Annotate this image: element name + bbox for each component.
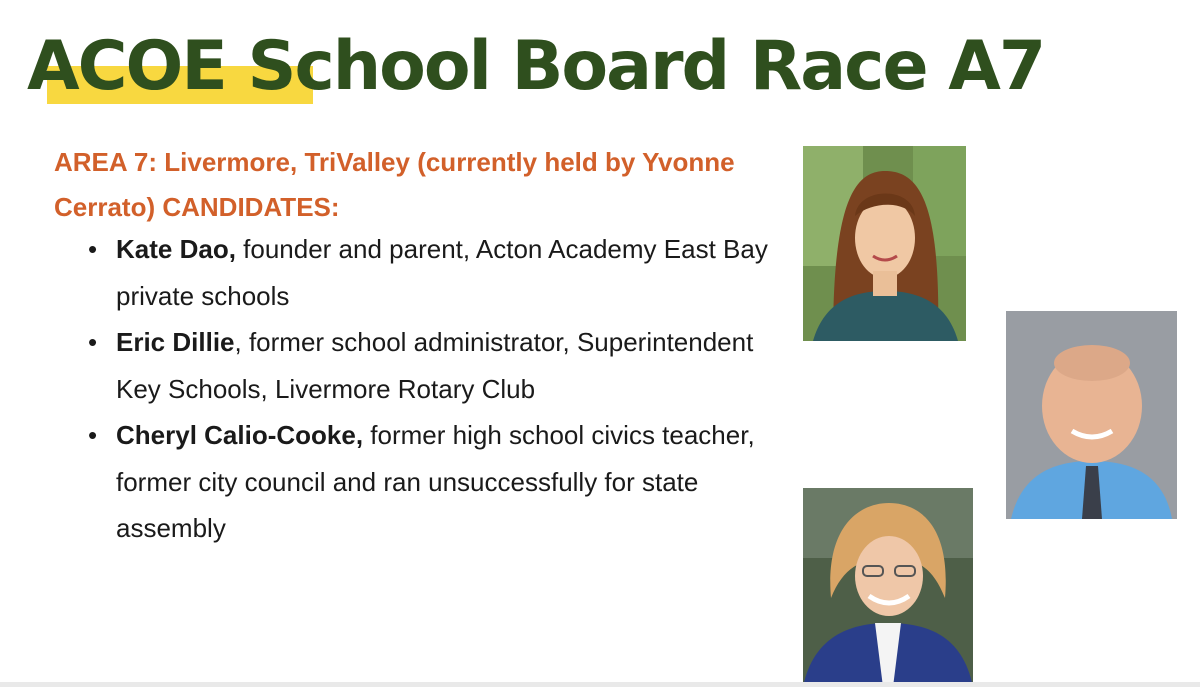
candidate-name: Cheryl Calio-Cooke, [116,420,364,450]
candidate-photo-kate-dao [803,146,966,341]
list-item [88,319,768,412]
bullet-icon: • [88,234,98,264]
slide-title: ACOE School Board Race A7 [27,27,1045,106]
candidate-name: Eric Dillie [116,327,235,357]
candidate-description: , former school administrator, Superintendent Key Schools, Livermore Rotary Club [116,327,754,404]
candidate-photo-eric-dillie [1006,311,1177,519]
bottom-bar [0,682,1200,687]
area-subtitle: AREA 7: Livermore, TriValley (currently held by Yvonne Cerrato) CANDIDATES: [54,147,735,222]
candidate-photo-cheryl-calio-cooke [803,488,973,687]
list-item [88,226,768,319]
candidate-name: Kate Dao, [116,234,236,264]
candidate-list [88,226,768,552]
list-item [88,412,768,552]
bullet-icon: • [88,327,98,357]
candidate-description: founder and parent, Acton Academy East Bay private schools [116,234,768,311]
bullet-icon: • [88,420,98,450]
candidate-description: former high school civics teacher, former city council and ran unsuccessfully for state assembly [116,420,755,543]
